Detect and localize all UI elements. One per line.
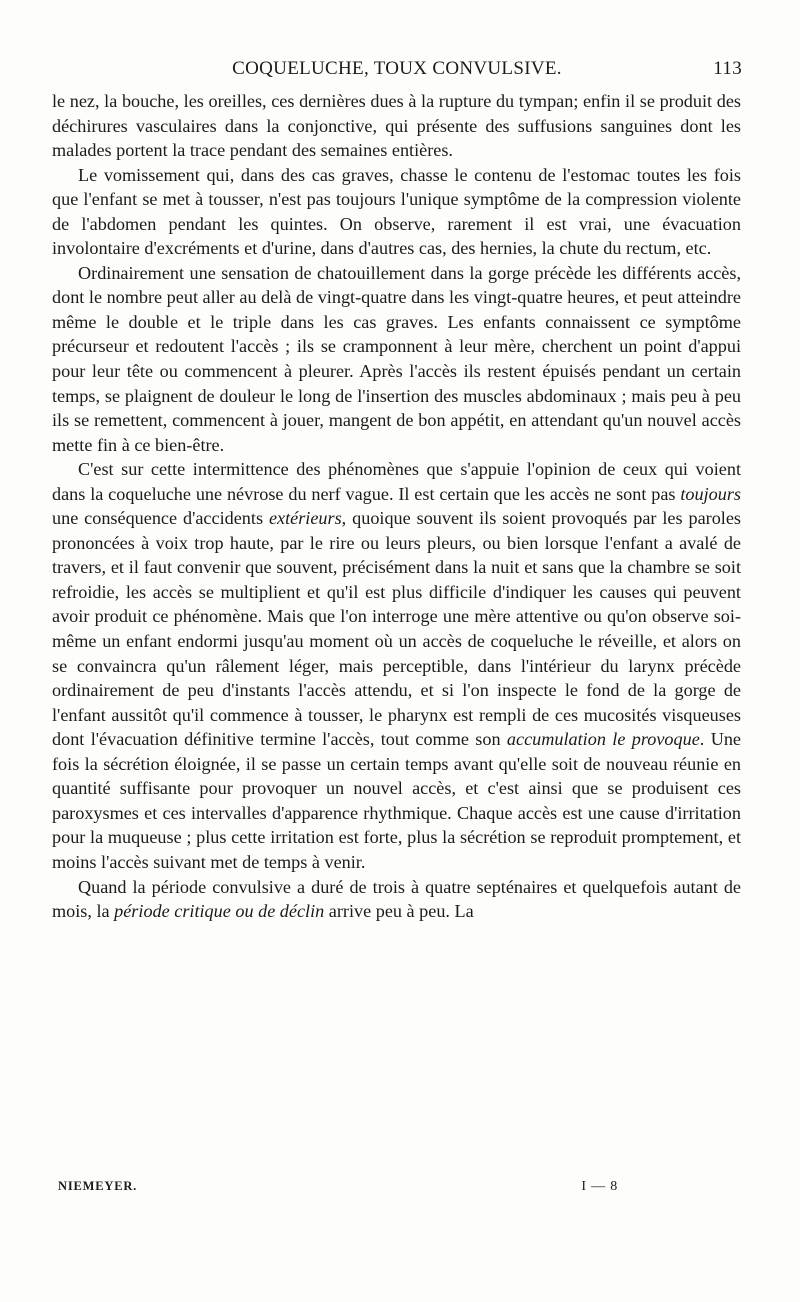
body-text	[52, 89, 741, 924]
running-header	[52, 58, 742, 88]
italic-toujours: toujours	[680, 483, 741, 504]
page-number: 113	[713, 58, 742, 79]
paragraph-chatouillement: Ordinairement une sensation de chatouillement dans la gorge précède les différents accès, dont le nombre peut aller au delà de vingt-quatre dans les vingt-quatre heures, et peut atteindre même le double et le triple dans les cas graves. Les enfants connaissent ce symptôme précurseur et redoutent l'accès ; ils se cramponnent à leur mère, cherchent un point d'appui pour leur tête ou commencent à pleurer. Après l'accès ils restent épuisés pendant un certain temps, se plaignent de douleur le long de l'insertion des muscles abdominaux ; mais peu à peu ils se remettent, commencent à jouer, mangent de bon appétit, en attendant qu'un nouvel accès mette fin à ce bien-être.	[52, 262, 741, 455]
paragraph-periode-critique	[52, 875, 741, 924]
footer-signature: NIEMEYER.	[58, 1179, 138, 1193]
text-run: , quoique souvent ils soient provoqués par les paroles prononcées à voix trop haute, par le rire ou leurs pleurs, ou bien lorsque l'enfant a avalé de travers, et il faut convenir que souvent, précisément dans la nuit et sans que la chambre se soit refroidie, les accès se multiplient et qu'il est plus difficile d'indiquer les causes qui peuvent avoir produit ce phénomène. Mais que l'on interroge une mère attentive ou qu'on observe soi-même un enfant endormi jusqu'au moment où un accès de coqueluche le réveille, et alors on se convaincra qu'un râlement léger, mais perceptible, dans l'intérieur du larynx précède ordinairement de peu d'instants l'accès attendu, et si l'on inspecte le fond de la gorge de l'enfant aussitôt qu'il commence à tousser, le pharynx est rempli de ces mucosités visqueuses dont l'évacuation définitive termine l'accès, tout comme son	[52, 508, 741, 750]
text-run: Quand la période convulsive a duré de trois à quatre septénaires et quelquefois autant de mois, la	[52, 876, 741, 922]
text-run: arrive peu à peu. La	[324, 901, 474, 922]
paragraph-intermittence	[52, 457, 741, 874]
text-run: une conséquence d'accidents	[52, 508, 269, 529]
paragraph-continuation: le nez, la bouche, les oreilles, ces dernières dues à la rupture du tympan; enfin il se produit des déchirures vasculaires dans la conjonctive, qui présente des suffusions sanguines dont les malades portent la trace pendant des semaines entières.	[52, 91, 741, 161]
italic-accumulation: accumulation le provoque	[506, 729, 700, 750]
footer-sheet-mark: I — 8	[581, 1179, 618, 1194]
italic-periode-critique: période critique ou de déclin	[114, 901, 325, 922]
running-title: COQUELUCHE, TOUX CONVULSIVE.	[232, 58, 562, 79]
text-run: C'est sur cette intermittence des phénomènes que s'appuie l'opinion de ceux qui voient dans la coqueluche une névrose du nerf vague. Il est certain que les accès ne sont pas	[52, 459, 741, 504]
italic-exterieurs: extérieurs	[268, 508, 342, 529]
paragraph-vomissement: Le vomissement qui, dans des cas graves, chasse le contenu de l'estomac toutes les fois que l'enfant se met à tousser, n'est pas toujours l'unique symptôme de la compression violente de l'abdomen pendant les quintes. On observe, rarement il est vrai, une évacuation involontaire d'excréments et d'urine, dans d'autres cas, des hernies, la chute du rectum, etc.	[52, 164, 741, 259]
page-footer	[58, 1179, 618, 1199]
text-run: . Une fois la sécrétion éloignée, il se passe un certain temps avant qu'elle soit de nouveau réunie en quantité suffisante pour provoquer un nouvel accès, et c'est ainsi que se produisent ces paroxysmes et ces intervalles d'apparence rhythmique. Chaque accès est une cause d'irritation pour la muqueuse ; plus cette irritation est forte, plus la sécrétion se reproduit promptement, et moins l'accès suivant met de temps à venir.	[52, 729, 741, 872]
